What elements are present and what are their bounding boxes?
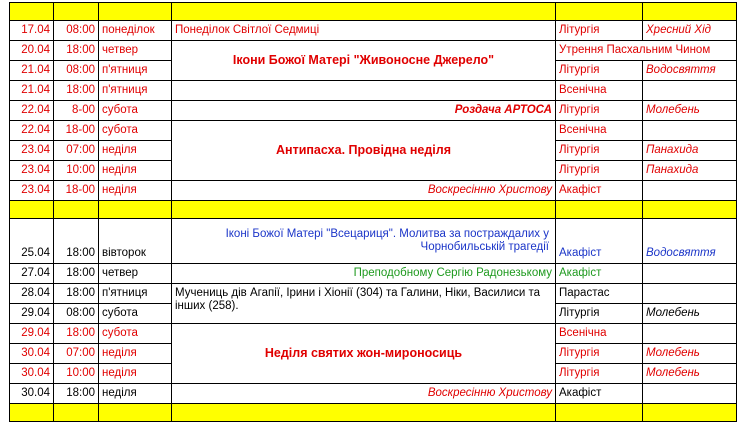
- extra-cell: Молебень: [643, 304, 737, 324]
- time-cell: 18:00: [54, 41, 99, 61]
- date-cell: 17.04: [10, 21, 54, 41]
- event-cell: Мучениць дів Агапії, Ірини і Хіонії (304) та Галини, Ніки, Василиси та інших (258).: [172, 284, 556, 324]
- event-cell: Роздача АРТОСА: [172, 101, 556, 121]
- table-row: [10, 41, 737, 61]
- time-cell: 07:00: [54, 344, 99, 364]
- date-cell: 20.04: [10, 41, 54, 61]
- table-row: [10, 324, 737, 344]
- extra-cell: Панахида: [643, 141, 737, 161]
- service-cell: Літургія: [556, 161, 643, 181]
- day-cell: неділя: [99, 384, 172, 404]
- day-cell: понеділок: [99, 21, 172, 41]
- day-cell: неділя: [99, 181, 172, 201]
- feast-title-antipascha: Антипасха. Провідна неділя: [276, 143, 451, 157]
- time-cell: 18:00: [54, 81, 99, 101]
- service-cell: Літургія: [556, 21, 643, 41]
- day-cell: неділя: [99, 364, 172, 384]
- extra-cell: Хресний Хід: [643, 21, 737, 41]
- day-cell: п'ятниця: [99, 61, 172, 81]
- event-cell-merged: [172, 41, 556, 81]
- service-cell: Літургія: [556, 101, 643, 121]
- date-cell: 22.04: [10, 121, 54, 141]
- day-cell: неділя: [99, 141, 172, 161]
- table-row: [10, 181, 737, 201]
- highlight-row-separator: [10, 201, 737, 219]
- extra-cell: [643, 284, 737, 304]
- time-cell: 10:00: [54, 161, 99, 181]
- date-cell: 30.04: [10, 344, 54, 364]
- day-cell: четвер: [99, 41, 172, 61]
- service-cell: Літургія: [556, 61, 643, 81]
- table-row: [10, 284, 737, 304]
- table-row: [10, 101, 737, 121]
- date-cell: 22.04: [10, 101, 54, 121]
- date-cell: 21.04: [10, 61, 54, 81]
- day-cell: субота: [99, 121, 172, 141]
- time-cell: 08:00: [54, 21, 99, 41]
- date-cell: 28.04: [10, 284, 54, 304]
- day-cell: субота: [99, 101, 172, 121]
- day-cell: вівторок: [99, 219, 172, 264]
- date-cell: 23.04: [10, 161, 54, 181]
- service-cell: Літургія: [556, 364, 643, 384]
- time-cell: 10:00: [54, 364, 99, 384]
- day-cell: неділя: [99, 344, 172, 364]
- day-cell: субота: [99, 324, 172, 344]
- day-cell: п'ятниця: [99, 81, 172, 101]
- time-cell: 18:00: [54, 324, 99, 344]
- highlight-row-top: [10, 3, 737, 21]
- extra-cell: [643, 81, 737, 101]
- event-cell: Воскресінню Христову: [172, 181, 556, 201]
- table-row: [10, 219, 737, 264]
- extra-cell: [643, 264, 737, 284]
- service-cell: Акафіст: [556, 384, 643, 404]
- event-cell: Іконі Божої Матері "Всецариця". Молитва за постраждалих у Чорнобильській трагедії: [172, 219, 556, 264]
- day-cell: п'ятниця: [99, 284, 172, 304]
- feast-title-zhyvonosne: Ікони Божої Матері "Живоносне Джерело": [232, 53, 495, 67]
- date-cell: 30.04: [10, 384, 54, 404]
- event-cell: Воскресінню Христову: [172, 384, 556, 404]
- date-cell: 21.04: [10, 81, 54, 101]
- service-cell: Утрення Пасхальним Чином: [556, 41, 737, 61]
- time-cell: 18-00: [54, 121, 99, 141]
- extra-cell: [643, 324, 737, 344]
- date-cell: 30.04: [10, 364, 54, 384]
- event-cell: Преподобному Сергію Радонезькому: [172, 264, 556, 284]
- time-cell: 8-00: [54, 101, 99, 121]
- extra-cell: Водосвяття: [643, 61, 737, 81]
- highlight-row-bottom: [10, 404, 737, 422]
- service-cell: Акафіст: [556, 181, 643, 201]
- date-cell: 23.04: [10, 181, 54, 201]
- date-cell: 29.04: [10, 324, 54, 344]
- time-cell: 08:00: [54, 304, 99, 324]
- feast-title-myrrhbearers: Неділя святих жон-мироносиць: [264, 346, 463, 360]
- day-cell: неділя: [99, 161, 172, 181]
- service-cell: Акафіст: [556, 219, 643, 264]
- extra-cell: Водосвяття: [643, 219, 737, 264]
- service-cell: Всенічна: [556, 121, 643, 141]
- event-cell-merged: [172, 121, 556, 181]
- table-row: [10, 21, 737, 41]
- date-cell: 27.04: [10, 264, 54, 284]
- day-cell: четвер: [99, 264, 172, 284]
- extra-cell: Молебень: [643, 364, 737, 384]
- extra-cell: Молебень: [643, 101, 737, 121]
- table-row: [10, 121, 737, 141]
- extra-cell: [643, 384, 737, 404]
- date-cell: 29.04: [10, 304, 54, 324]
- date-cell: 25.04: [10, 219, 54, 264]
- service-cell: Літургія: [556, 141, 643, 161]
- date-cell: 23.04: [10, 141, 54, 161]
- service-cell: Акафіст: [556, 264, 643, 284]
- event-cell-merged: [172, 324, 556, 384]
- service-cell: Всенічна: [556, 324, 643, 344]
- service-cell: Всенічна: [556, 81, 643, 101]
- time-cell: 18:00: [54, 219, 99, 264]
- time-cell: 07:00: [54, 141, 99, 161]
- time-cell: 18:00: [54, 384, 99, 404]
- time-cell: 18-00: [54, 181, 99, 201]
- event-cell: Понеділок Світлої Седмиці: [172, 21, 556, 41]
- time-cell: 18:00: [54, 264, 99, 284]
- table-row: [10, 264, 737, 284]
- service-cell: Парастас: [556, 284, 643, 304]
- day-cell: субота: [99, 304, 172, 324]
- extra-cell: [643, 181, 737, 201]
- schedule-table: [9, 2, 737, 422]
- table-row: [10, 81, 737, 101]
- time-cell: 18:00: [54, 284, 99, 304]
- event-cell: [172, 81, 556, 101]
- service-cell: Літургія: [556, 344, 643, 364]
- extra-cell: Молебень: [643, 344, 737, 364]
- extra-cell: Панахида: [643, 161, 737, 181]
- extra-cell: [643, 121, 737, 141]
- service-cell: Літургія: [556, 304, 643, 324]
- time-cell: 08:00: [54, 61, 99, 81]
- table-row: [10, 384, 737, 404]
